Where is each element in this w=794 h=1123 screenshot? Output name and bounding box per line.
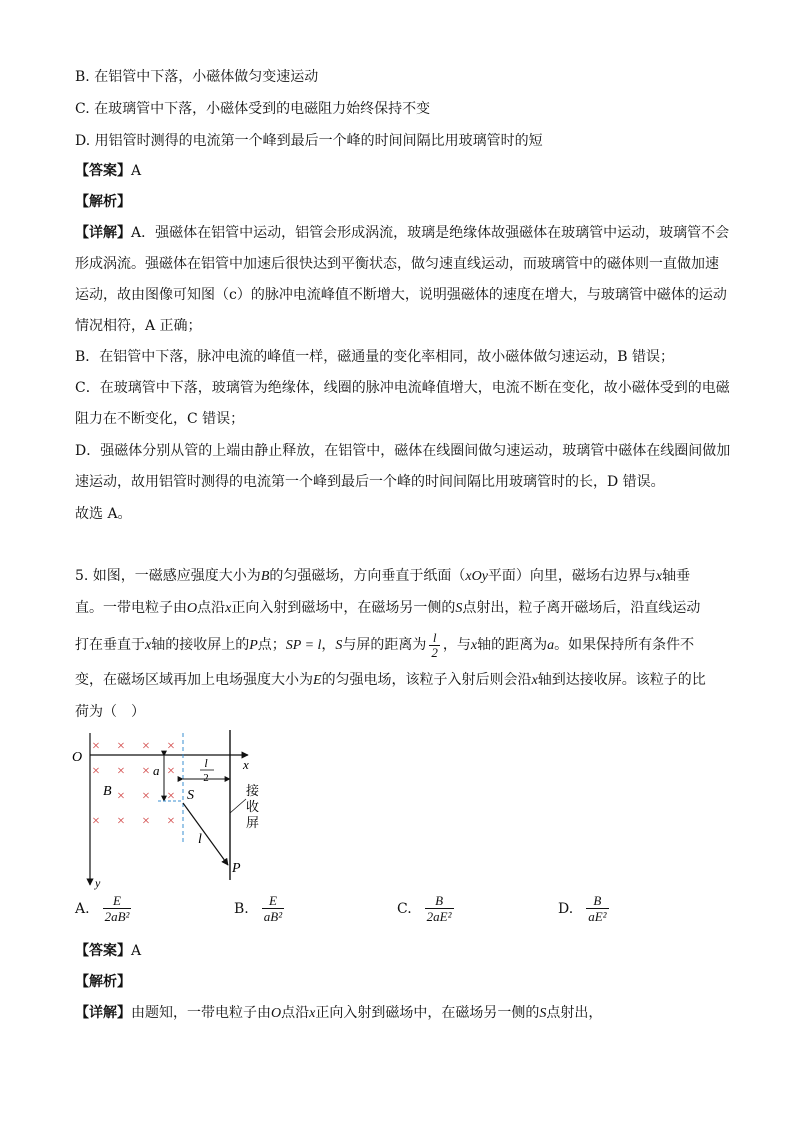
q4-detail-line-2: 形成涡流。强磁体在铝管中加速后很快达到平衡状态，做匀速直线运动，而玻璃管中的磁体则一直做加速 xyxy=(75,256,719,272)
svg-text:×: × xyxy=(92,814,100,829)
q4-detail-line-3: 运动，故由图像可知图（c）的脉冲电流峰值不断增大，说明强磁体的速度在增大，与玻璃管中磁体的运动 xyxy=(75,287,727,303)
origin-label: O xyxy=(72,750,83,765)
fraction-l-over-2: $\frac{l}{2}$ xyxy=(431,629,438,660)
q5-answer xyxy=(75,941,141,961)
answer-tag: 【答案】 xyxy=(75,163,131,179)
s-label: S xyxy=(187,788,194,803)
screen-label-3: 屏 xyxy=(246,815,260,830)
q4-answer xyxy=(75,161,141,181)
screen-label-2: 收 xyxy=(246,799,260,814)
q5-option-d: D. $\frac{B}{\text{aE²}}$ xyxy=(558,893,607,924)
q4-detail-line-1: 【详解】A．强磁体在铝管中运动，铝管会形成涡流，玻璃是绝缘体故强磁体在玻璃管中运动，玻璃管不会 xyxy=(75,225,730,241)
svg-text:×: × xyxy=(142,789,150,804)
detail-tag: 【详解】 xyxy=(75,1005,131,1021)
q5-detail-line-1: 【详解】由题知，一带电粒子由O点沿x正向入射到磁场中，在磁场另一侧的S点射出， xyxy=(75,1005,603,1021)
answer-tag: 【答案】 xyxy=(75,943,131,959)
svg-text:×: × xyxy=(117,764,125,779)
q4-detail-line-4: 情况相符，A 正确； xyxy=(75,318,202,334)
q4-detail-c-1: C．在玻璃管中下落，玻璃管为绝缘体，线圈的脉冲电流峰值增大，电流不断在变化，故小磁体受到的电磁 xyxy=(75,380,730,396)
q4-detail-d-2: 速运动，故用铝管时测得的电流第一个峰到最后一个峰的时间间隔比用玻璃管时的长，D 错误。 xyxy=(75,474,665,490)
q5-option-b: B. $\frac{E}{\text{aB²}}$ xyxy=(234,893,283,924)
svg-text:×: × xyxy=(167,739,175,754)
q5-stem-line-5: 荷为（ ） xyxy=(75,704,145,720)
q4-detail-d-1: D．强磁体分别从管的上端由静止释放，在铝管中，磁体在线圈间做匀速运动，玻璃管中磁体在线圈间做加 xyxy=(75,443,731,459)
q4-conclusion: 故选 A。 xyxy=(75,506,132,522)
svg-text:×: × xyxy=(167,764,175,779)
svg-text:×: × xyxy=(142,764,150,779)
q5-analysis-tag: 【解析】 xyxy=(75,974,131,990)
answer-value: A xyxy=(131,163,142,179)
q4-option-d: D. 用铝管时测得的电流第一个峰到最后一个峰的时间间隔比用玻璃管时的短 xyxy=(75,133,543,149)
y-axis-label: y xyxy=(95,876,101,890)
q4-analysis-tag: 【解析】 xyxy=(75,194,131,210)
svg-text:×: × xyxy=(167,814,175,829)
q4-detail-b: B．在铝管中下落，脉冲电流的峰值一样，磁通量的变化率相同，故小磁体做匀速运动，B 错误； xyxy=(75,349,675,365)
svg-text:×: × xyxy=(142,739,150,754)
q5-option-c: C. $\frac{B}{\text{2aE²}}$ xyxy=(397,893,452,924)
half-l-num: l xyxy=(204,756,208,770)
half-l-den: 2 xyxy=(203,772,209,784)
q4-option-b: B. 在铝管中下落，小磁体做匀变速运动 xyxy=(75,69,319,85)
svg-text:×: × xyxy=(117,739,125,754)
particle-path xyxy=(183,803,228,865)
q5-stem-line-1: 5. 如图，一磁感应强度大小为B的匀强磁场，方向垂直于纸面（xOy平面）向里，磁场右边界与x轴垂 xyxy=(75,568,691,584)
p-label: P xyxy=(232,861,241,876)
svg-text:×: × xyxy=(117,789,125,804)
b-label: B xyxy=(103,784,112,799)
answer-value: A xyxy=(131,943,142,959)
q4-detail-c-2: 阻力在不断变化，C 错误； xyxy=(75,411,245,427)
a-label: a xyxy=(153,763,160,778)
svg-text:×: × xyxy=(92,739,100,754)
q5-stem-line-4: 变，在磁场区域再加上电场强度大小为E的匀强电场，该粒子入射后则会沿x轴到达接收屏。该粒子的比 xyxy=(75,672,706,688)
svg-text:×: × xyxy=(167,789,175,804)
svg-text:×: × xyxy=(117,814,125,829)
detail-tag: 【详解】 xyxy=(75,225,131,241)
svg-text:×: × xyxy=(92,764,100,779)
x-axis-label: x xyxy=(243,757,249,772)
svg-text:×: × xyxy=(142,814,150,829)
q5-option-a: A. $\frac{E}{\text{2aB²}}$ xyxy=(75,893,130,924)
magnetic-field-diagram xyxy=(60,725,280,893)
l-label: l xyxy=(198,832,202,847)
q5-stem-line-2: 直。一带电粒子由O点沿x正向入射到磁场中，在磁场另一侧的S点射出，粒子离开磁场后，沿直线运动 xyxy=(75,600,701,616)
q4-option-c: C. 在玻璃管中下落，小磁体受到的电磁阻力始终保持不变 xyxy=(75,101,431,117)
q5-stem-line-3: 打在垂直于x轴的接收屏上的P点；SP = l，S与屏的距离为 $\frac{l}{2}$ ，与x轴的距离为a。如果保持所有条件不 xyxy=(75,629,695,660)
screen-label-1: 接 xyxy=(246,783,260,798)
